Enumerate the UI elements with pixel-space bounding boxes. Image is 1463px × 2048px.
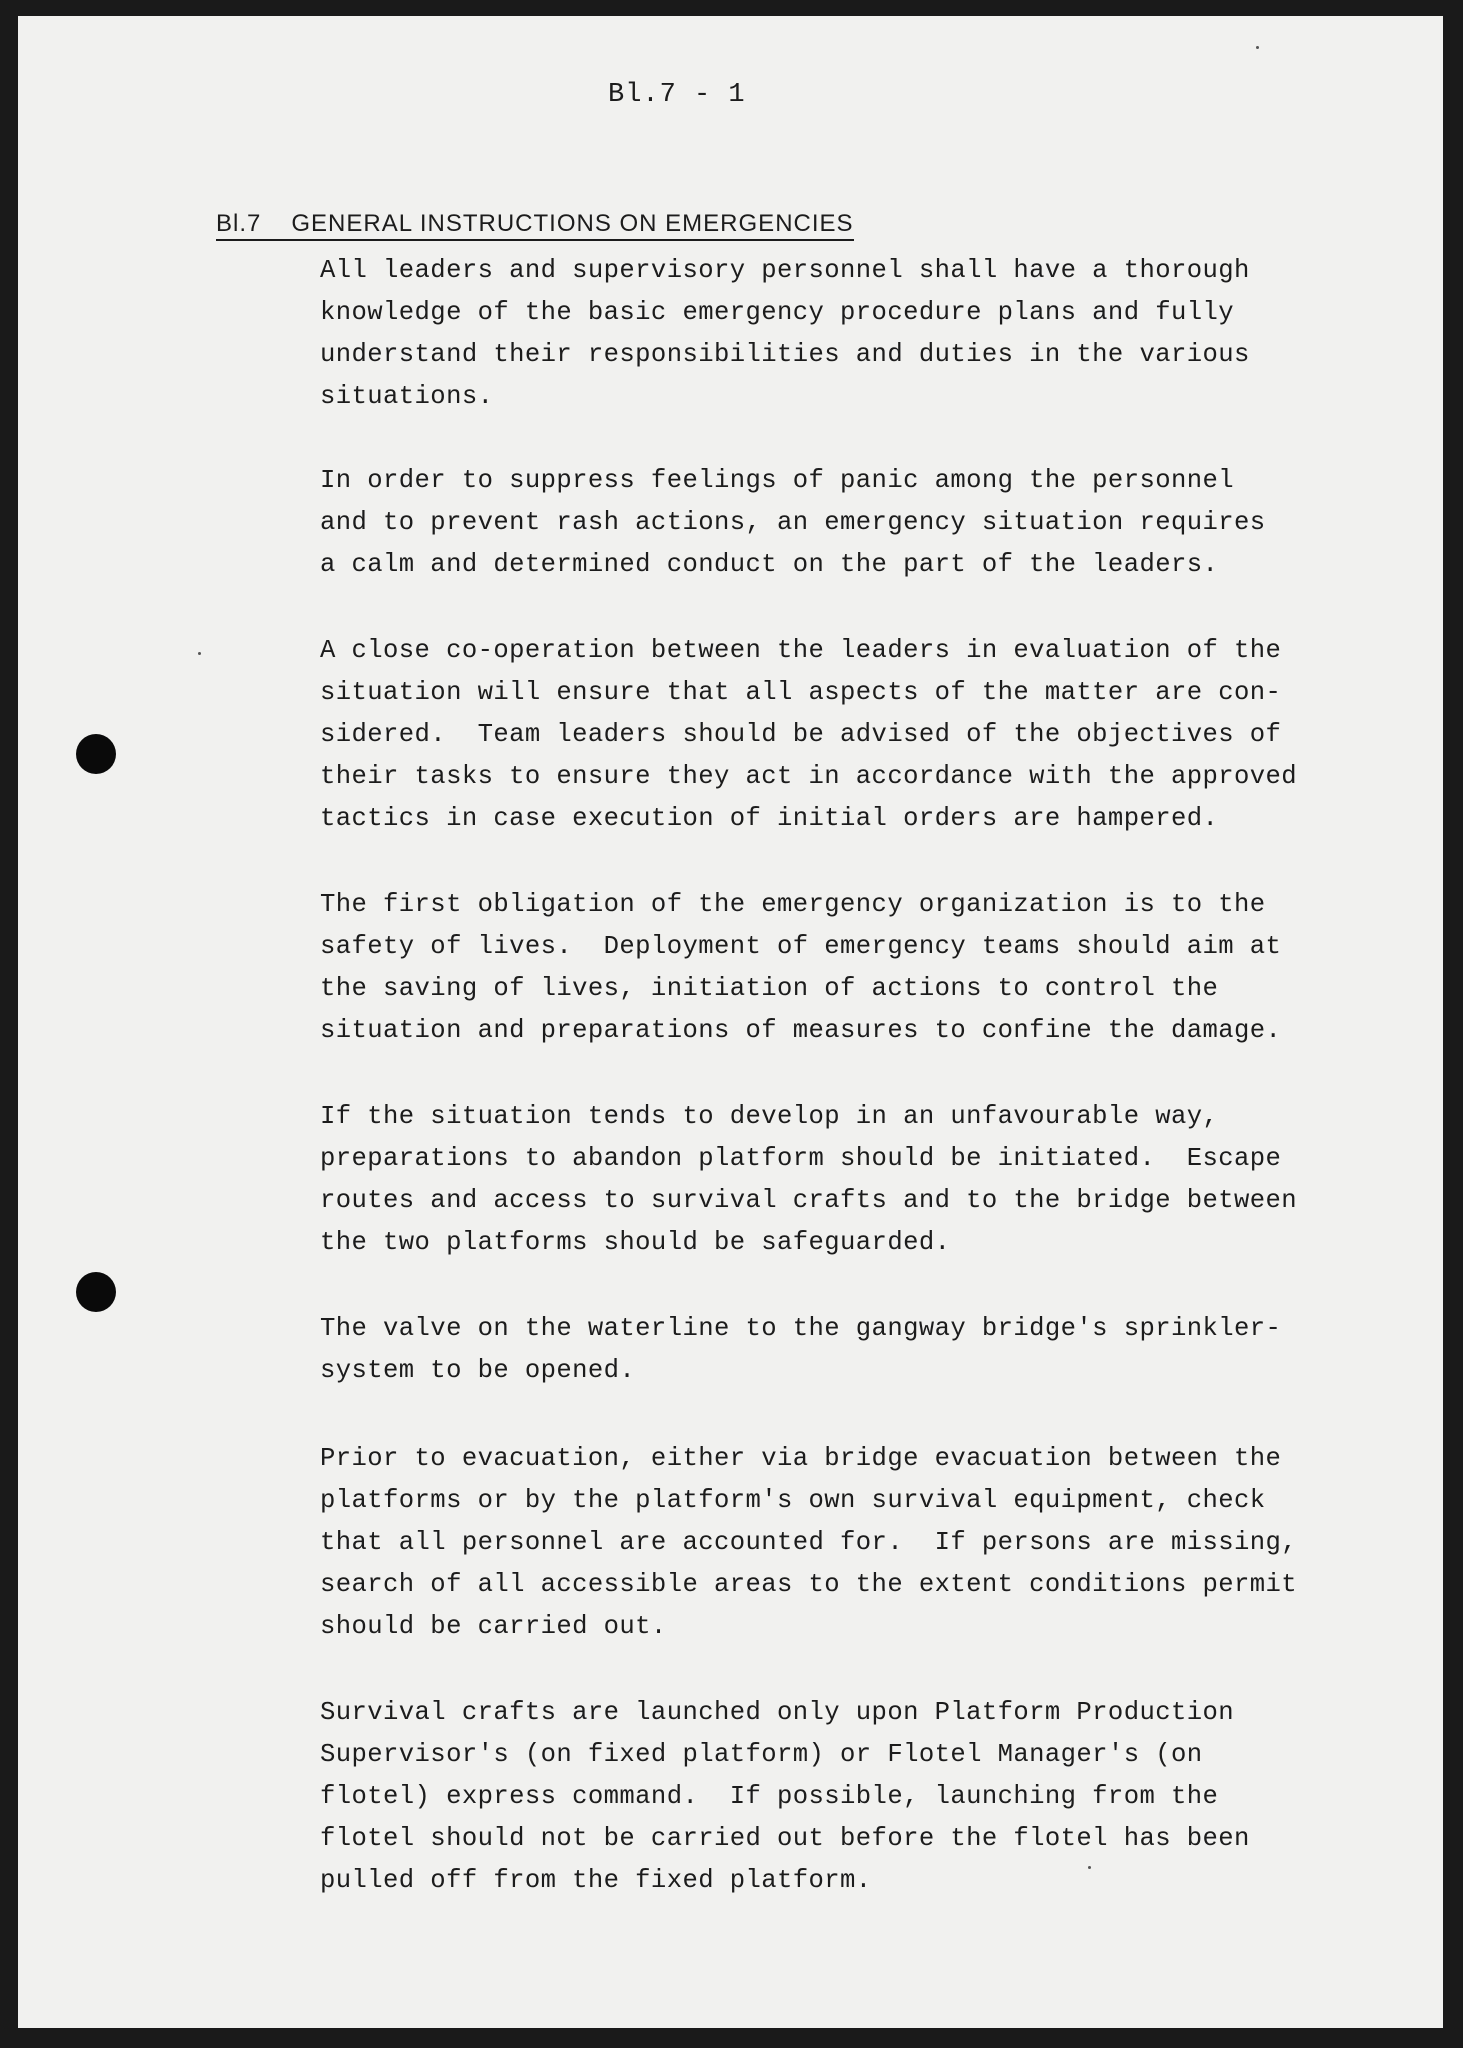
text-line: tactics in case execution of initial orders are hampered. <box>320 804 1219 833</box>
text-line: and to prevent rash actions, an emergency situation requires <box>320 508 1266 537</box>
text-line: system to be opened. <box>320 1356 636 1385</box>
paragraph-evacuation-check <box>320 1438 1440 1648</box>
text-line: safety of lives. Deployment of emergency teams should aim at <box>320 932 1282 961</box>
paragraph-co-operation <box>320 630 1440 840</box>
text-line: Supervisor's (on fixed platform) or Flotel Manager's (on <box>320 1740 1203 1769</box>
paragraph-sprinkler-valve <box>320 1308 1440 1392</box>
text-line: In order to suppress feelings of panic among the personnel <box>320 466 1235 495</box>
binder-punch-hole <box>76 734 116 774</box>
text-line: The first obligation of the emergency organization is to the <box>320 890 1266 919</box>
paragraph-leaders-knowledge <box>320 250 1440 418</box>
text-line: situation and preparations of measures to confine the damage. <box>320 1016 1282 1045</box>
text-line: knowledge of the basic emergency procedure plans and fully <box>320 298 1235 327</box>
text-line: flotel should not be carried out before the flotel has been <box>320 1824 1250 1853</box>
document-page <box>18 16 1443 2028</box>
text-line: Prior to evacuation, either via bridge evacuation between the <box>320 1444 1282 1473</box>
text-line: search of all accessible areas to the extent conditions permit <box>320 1570 1298 1599</box>
paragraph-abandon-platform <box>320 1096 1440 1264</box>
text-line: preparations to abandon platform should be initiated. Escape <box>320 1144 1282 1173</box>
text-line: flotel) express command. If possible, launching from the <box>320 1782 1219 1811</box>
section-heading <box>216 210 854 241</box>
text-line: their tasks to ensure they act in accordance with the approved <box>320 762 1298 791</box>
text-line: that all personnel are accounted for. If persons are missing, <box>320 1528 1298 1557</box>
text-line: situation will ensure that all aspects of the matter are con- <box>320 678 1282 707</box>
paragraph-suppress-panic <box>320 460 1440 586</box>
paragraph-survival-crafts <box>320 1692 1440 1902</box>
text-line: the two platforms should be safeguarded. <box>320 1228 951 1257</box>
paper-speck <box>198 652 201 655</box>
text-line: a calm and determined conduct on the part of the leaders. <box>320 550 1219 579</box>
text-line: the saving of lives, initiation of actions to control the <box>320 974 1219 1003</box>
text-line: Survival crafts are launched only upon Platform Production <box>320 1698 1235 1727</box>
text-line: understand their responsibilities and duties in the various <box>320 340 1250 369</box>
text-line: pulled off from the fixed platform. <box>320 1866 872 1895</box>
binder-punch-hole <box>76 1272 116 1312</box>
text-line: situations. <box>320 382 494 411</box>
text-line: platforms or by the platform's own survival equipment, check <box>320 1486 1266 1515</box>
paper-speck <box>1256 46 1259 49</box>
section-number: Bl.7 <box>216 210 262 237</box>
paragraph-first-obligation <box>320 884 1440 1052</box>
text-line: All leaders and supervisory personnel shall have a thorough <box>320 256 1250 285</box>
text-line: If the situation tends to develop in an unfavourable way, <box>320 1102 1219 1131</box>
text-line: should be carried out. <box>320 1612 667 1641</box>
paper-speck <box>1088 1866 1091 1869</box>
text-line: routes and access to survival crafts and to the bridge between <box>320 1186 1298 1215</box>
text-line: sidered. Team leaders should be advised of the objectives of <box>320 720 1282 749</box>
page-number: Bl.7 - 1 <box>608 80 746 110</box>
text-line: The valve on the waterline to the gangway bridge's sprinkler- <box>320 1314 1282 1343</box>
section-title: GENERAL INSTRUCTIONS ON EMERGENCIES <box>291 210 854 237</box>
text-line: A close co-operation between the leaders in evaluation of the <box>320 636 1282 665</box>
